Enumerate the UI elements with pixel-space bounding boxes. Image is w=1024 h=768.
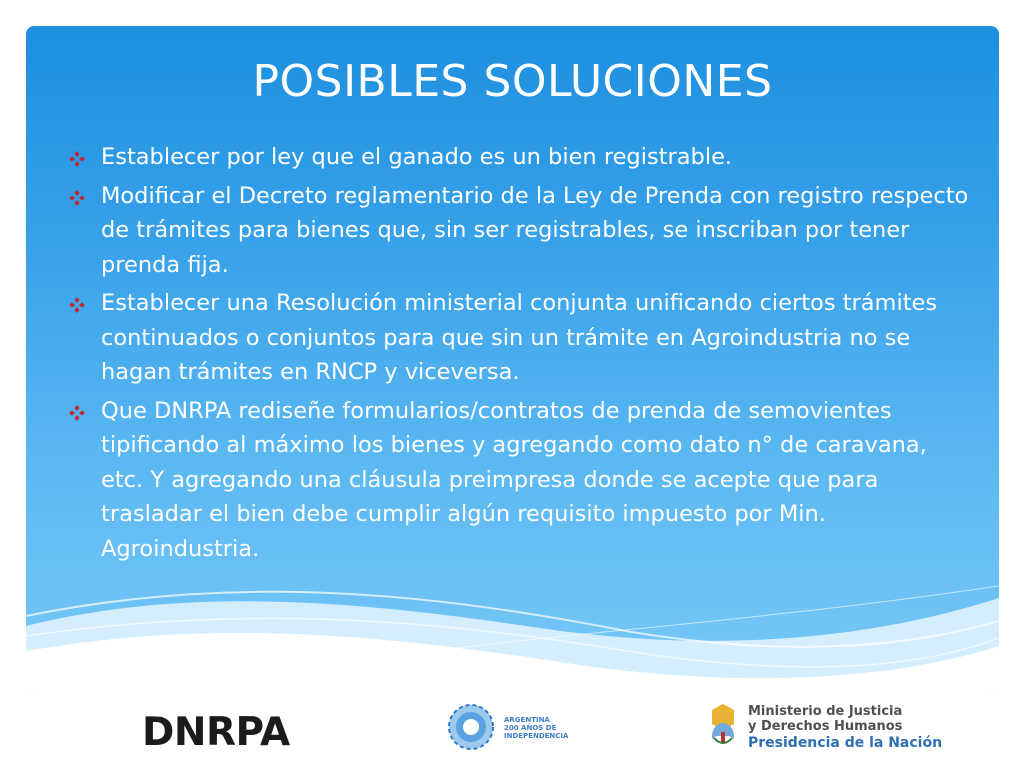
ministry-line-1: Ministerio de Justicia (748, 704, 903, 719)
bullet-text: Establecer una Resolución ministerial conjunta unificando ciertos trámites continuados o conjuntos para que sin un trámite en Agroindustria no se hagan trámites en RNCP y viceversa. (101, 290, 938, 385)
national-shield-icon (708, 702, 738, 752)
diamond-bullet-icon (68, 404, 86, 422)
slide-title: POSIBLES SOLUCIONES (252, 56, 773, 107)
diamond-bullet-icon (68, 150, 86, 168)
footer-logos (0, 696, 1024, 768)
diamond-bullet-icon (68, 296, 86, 314)
bullet-text: Modificar el Decreto reglamentario de la Ley de Prenda con registro respecto de trámites para bienes que, sin ser registrables, se inscriban por tener prenda fija. (101, 182, 969, 278)
bullet-text: Que DNRPA rediseñe formularios/contratos de prenda de semovientes tipificando al máximo los bienes y agregando como dato n° de caravana, etc. Y agregando una cláusula preimpresa donde se acepte que para trasladar el bien debe cumplir algún requisito impuesto por Min. Agroindustria. (101, 397, 927, 562)
bicentenario-text: ARGENTINA 200 AÑOS DE INDEPENDENCIA (504, 716, 569, 740)
bicentenario-emblem-icon (446, 702, 496, 752)
ministry-logo (748, 704, 942, 753)
presidency-line: Presidencia de la Nación (748, 735, 943, 751)
bullet-text: Establecer por ley que el ganado es un bien registrable. (101, 144, 733, 170)
bullet-list (66, 140, 971, 570)
diamond-bullet-icon (68, 189, 86, 207)
bullet-item (66, 140, 971, 175)
dnrpa-logo: DNRPA (142, 710, 290, 755)
bullet-item (66, 394, 971, 567)
ministry-line-2: y Derechos Humanos (748, 719, 903, 734)
slide (26, 26, 999, 696)
bullet-item (66, 286, 971, 390)
bullet-item (66, 179, 971, 283)
